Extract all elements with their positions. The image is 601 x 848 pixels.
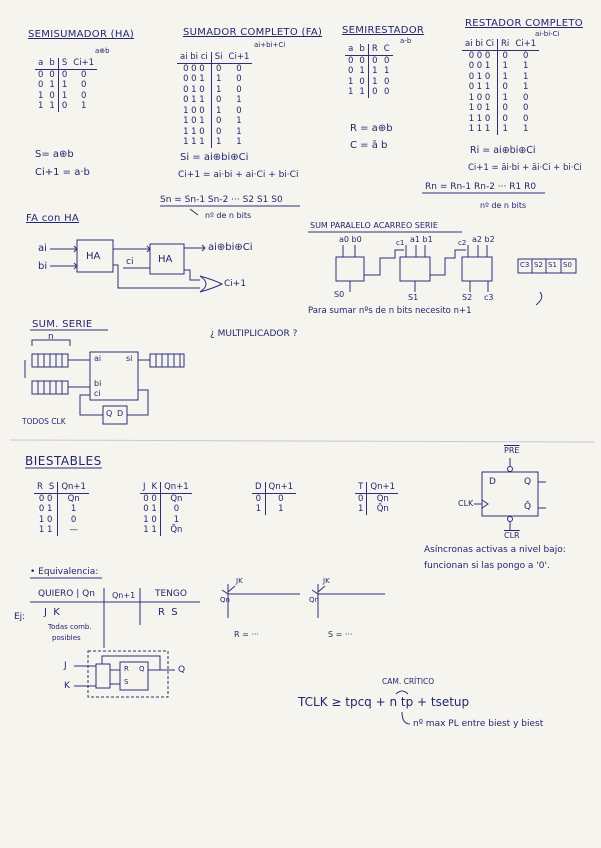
fa-block-0 [336, 257, 364, 281]
serie-n: n [48, 332, 54, 342]
critical-path-label: CAM. CRÍTICO [382, 677, 435, 686]
table-row: 1 1 0 0 0 [468, 113, 529, 124]
equiv-title: • Equivalencia: [30, 567, 99, 577]
parallel-c3: c3 [484, 293, 494, 302]
header-cell: R [368, 44, 380, 55]
equiv-header-tengo: TENGO [155, 589, 187, 599]
ff-qbar: Q̄ [524, 502, 532, 512]
table-row: 1 0 1 0 [38, 90, 87, 101]
fa-sum-note: nº de n bits [205, 211, 252, 220]
table-row: 0 1 0 1 1 [468, 71, 529, 82]
table-row: 0 1 1 0 1 [183, 95, 242, 105]
circuit-k: K [64, 681, 70, 691]
parallel-s2: S2 [462, 293, 473, 302]
serie-bi: bi [94, 379, 102, 388]
header-cell: Ci+1 [512, 39, 539, 50]
page-divider [10, 440, 595, 442]
table-row: 0 0 0 0 0 [468, 50, 529, 61]
ff-d: D [489, 477, 496, 487]
s-equation: S = ··· [328, 630, 353, 639]
equiv-note-2: posibles [52, 634, 81, 642]
table-row: 0 0 Qn [140, 493, 192, 504]
table-row: 1 0 0 1 0 [468, 92, 529, 103]
carry-feedback-in [80, 395, 103, 415]
table-row: 1 0 0 1 0 [183, 105, 242, 116]
header-cell: Ri [498, 39, 513, 50]
header-cell: Ci+1 [226, 52, 253, 63]
parallel-title: SUM PARALELO ACARREO SERIE [310, 221, 438, 230]
table-row: 1 1 0 0 [348, 87, 390, 97]
fs-diff-note: nº de n bits [480, 201, 527, 210]
ff-pre: $\overline{PRE}$ [504, 446, 520, 455]
fa-ha-carry: Ci+1 [224, 279, 247, 289]
parallel-s1: S1 [408, 293, 419, 302]
serie-si: si [126, 354, 133, 363]
pre-bubble [508, 467, 513, 472]
fa-ha-input-b: bi [38, 261, 48, 272]
parallel-top-0: a0 b0 [339, 235, 362, 244]
clr-bubble [508, 517, 513, 522]
table-row: 0 0 Qn [34, 493, 89, 504]
fs-diff-composition: Rn = Rn-1 Rn-2 ··· R1 R0 [425, 182, 537, 192]
or-gate [200, 276, 222, 292]
header-cell: b [356, 44, 368, 55]
table-row: 0 0 0 0 [38, 69, 87, 80]
table-row: 1 1 1 1 1 [468, 124, 529, 134]
table-row: 1 1 Q̄n [140, 525, 192, 536]
circuit-q-inner: Q [139, 665, 145, 673]
table-header: R S Qn+1 [34, 482, 89, 493]
parallel-carry-2: c2 [458, 239, 467, 247]
fs-diff-eq: Ri = ai⊕bi⊕Ci [470, 145, 536, 156]
t-truth-table [355, 482, 398, 515]
circuit-s: S [124, 678, 129, 686]
table-row: 1 Q̄n [355, 504, 398, 515]
serie-ci: ci [94, 389, 101, 398]
rs-truth-table [34, 482, 89, 536]
hs-diff-eq: R = a⊕b [350, 123, 393, 134]
serie-ff-d: D [117, 409, 124, 418]
carry-wire-0 [364, 250, 404, 275]
biestables-title: BIESTABLES [25, 454, 102, 468]
equiv-header-quiero: QUIERO | Qn [38, 589, 95, 599]
ha-title: SEMISUMADOR (HA) [28, 29, 135, 40]
fa-sum-eq: Si = ai⊕bi⊕Ci [180, 152, 249, 163]
header-cell: S [58, 58, 70, 69]
table-header: D Qn+1 [252, 482, 296, 493]
table-header: J K Qn+1 [140, 482, 192, 493]
timing-equation: TCLK ≥ tpcq + n tp + tsetup [298, 695, 470, 709]
table-row: 0 1 1 0 1 [468, 82, 529, 92]
equiv-note-1: Todas comb. [48, 623, 92, 631]
circuit-j: J [64, 661, 67, 671]
register-s2: S2 [534, 261, 543, 269]
logic-block [96, 664, 110, 688]
crit-arrow [402, 712, 410, 724]
fa-ha-mid-carry: ci [126, 257, 134, 267]
ha-carry-eq: Ci+1 = a·b [35, 167, 90, 178]
circuit-q: Q [178, 665, 186, 675]
table-row: 0 1 0 1 0 [183, 84, 242, 95]
register-s0: S0 [563, 261, 572, 269]
table-row: 0 1 1 [34, 504, 89, 515]
timing-note: nº max PL entre biest y biest [413, 719, 544, 729]
table-row: 1 0 1 0 0 [468, 103, 529, 113]
fa-title: SUMADOR COMPLETO (FA) [183, 27, 323, 38]
fa-block-1 [400, 257, 430, 281]
header-cell: ai bi ci [177, 52, 211, 63]
register-c3: C3 [520, 261, 530, 269]
note-arrow [536, 292, 542, 305]
fa-block-2 [462, 257, 492, 281]
fa-ha-title: FA con HA [26, 213, 80, 224]
header-cell: a [35, 58, 46, 69]
jk-truth-table [140, 482, 192, 536]
serie-ai: ai [94, 354, 102, 363]
table-row: 0 1 1 1 [348, 66, 390, 76]
serie-title: SUM. SERIE [32, 319, 93, 330]
chart-1-ylabel: Qn [220, 596, 230, 604]
chart-2-ylabel: Qn [309, 596, 319, 604]
table-row: 0 0 1 1 0 [183, 74, 242, 84]
table-row: 0 1 1 0 [38, 80, 87, 90]
equiv-jk: J K [44, 607, 60, 618]
fs-hint: ai-bi-Ci [535, 30, 560, 38]
parallel-note: Para sumar nºs de n bits necesito n+1 [308, 306, 472, 316]
header-cell: C [381, 44, 393, 55]
header-cell: ai bi Ci [462, 39, 498, 50]
table-row: 0 1 0 [140, 504, 192, 515]
table-row: 1 0 0 [34, 515, 89, 526]
table-row: 0 0 [252, 493, 296, 504]
ha-block-2-label: HA [158, 254, 173, 265]
chart-2-label: JK [323, 577, 330, 585]
chart-1-label: JK [236, 577, 243, 585]
header-cell: a [345, 44, 356, 55]
hs-hint: a-b [400, 37, 412, 45]
parallel-top-2: a2 b2 [472, 235, 495, 244]
ff-q: Q [524, 477, 532, 487]
header-cell: Ci+1 [70, 58, 97, 69]
crit-arc [396, 691, 408, 694]
hs-title: SEMIRESTADOR [342, 25, 425, 36]
feedback-wire [102, 656, 160, 670]
fs-title: RESTADOR COMPLETO [465, 18, 583, 29]
table-row: 1 0 1 0 1 [183, 116, 242, 126]
table-row: 1 1 1 1 1 [183, 137, 242, 147]
fa-ha-output: ai⊕bi⊕Ci [208, 242, 253, 253]
multiplicador-note: ¿ MULTIPLICADOR ? [210, 329, 298, 339]
ha-hint: a⊕b [95, 47, 110, 55]
async-note-1: Asíncronas activas a nivel bajo: [424, 545, 566, 555]
fa-carry-eq: Ci+1 = ai·bi + ai·Ci + bi·Ci [178, 170, 299, 180]
fs-borrow-eq: Ci+1 = āi·bi + āi·Ci + bi·Ci [468, 163, 582, 173]
fa-hint: ai+bi+Ci [254, 41, 286, 49]
shift-register-s [150, 354, 184, 367]
header-cell: b [46, 58, 58, 69]
carry-wire-1 [430, 250, 466, 275]
table-row: 0 Qn [355, 493, 398, 504]
equiv-rs: R S [158, 607, 178, 618]
hs-borrow-eq: C = ā b [350, 140, 388, 151]
table-header: T Qn+1 [355, 482, 398, 493]
table-row: 1 1 [252, 504, 296, 515]
fa-sum-composition: Sn = Sn-1 Sn-2 ··· S2 S1 S0 [160, 195, 283, 205]
circuit-r: R [124, 665, 129, 673]
d-truth-table [252, 482, 296, 515]
table-row: 1 1 0 1 [38, 101, 87, 111]
ha-sum-eq: S= a⊕b [35, 149, 74, 160]
header-cell: Si [211, 52, 225, 63]
table-row: 1 0 1 0 [348, 76, 390, 87]
ff-clr: $\overline{CLR}$ [504, 531, 520, 540]
table-row: 0 0 0 0 0 [183, 63, 242, 74]
register-s1: S1 [548, 261, 557, 269]
equiv-ej: Ej: [14, 612, 26, 622]
fa-ha-input-a: ai [38, 243, 47, 254]
wire-carry2 [184, 270, 200, 280]
ha-block-1-label: HA [86, 251, 101, 262]
r-equation: R = ··· [234, 630, 259, 639]
table-row: 0 0 0 0 [348, 55, 390, 66]
equiv-header-qn1: Qn+1 [112, 591, 136, 600]
serie-clk-note: TODOS CLK [22, 417, 66, 426]
async-note-2: funcionan si las pongo a '0'. [424, 561, 550, 571]
table-row: 1 1 — [34, 525, 89, 536]
parallel-s0: S0 [334, 290, 345, 299]
parallel-carry-1: c1 [396, 239, 405, 247]
table-row: 1 1 0 0 1 [183, 126, 242, 137]
fa-note-arrow [190, 209, 198, 215]
clk-triangle [482, 500, 488, 508]
parallel-top-1: a1 b1 [410, 235, 433, 244]
serie-ff-q: Q [106, 409, 113, 418]
ff-clk: CLK [458, 499, 474, 508]
table-row: 0 0 1 1 1 [468, 61, 529, 71]
table-row: 1 0 1 [140, 515, 192, 526]
